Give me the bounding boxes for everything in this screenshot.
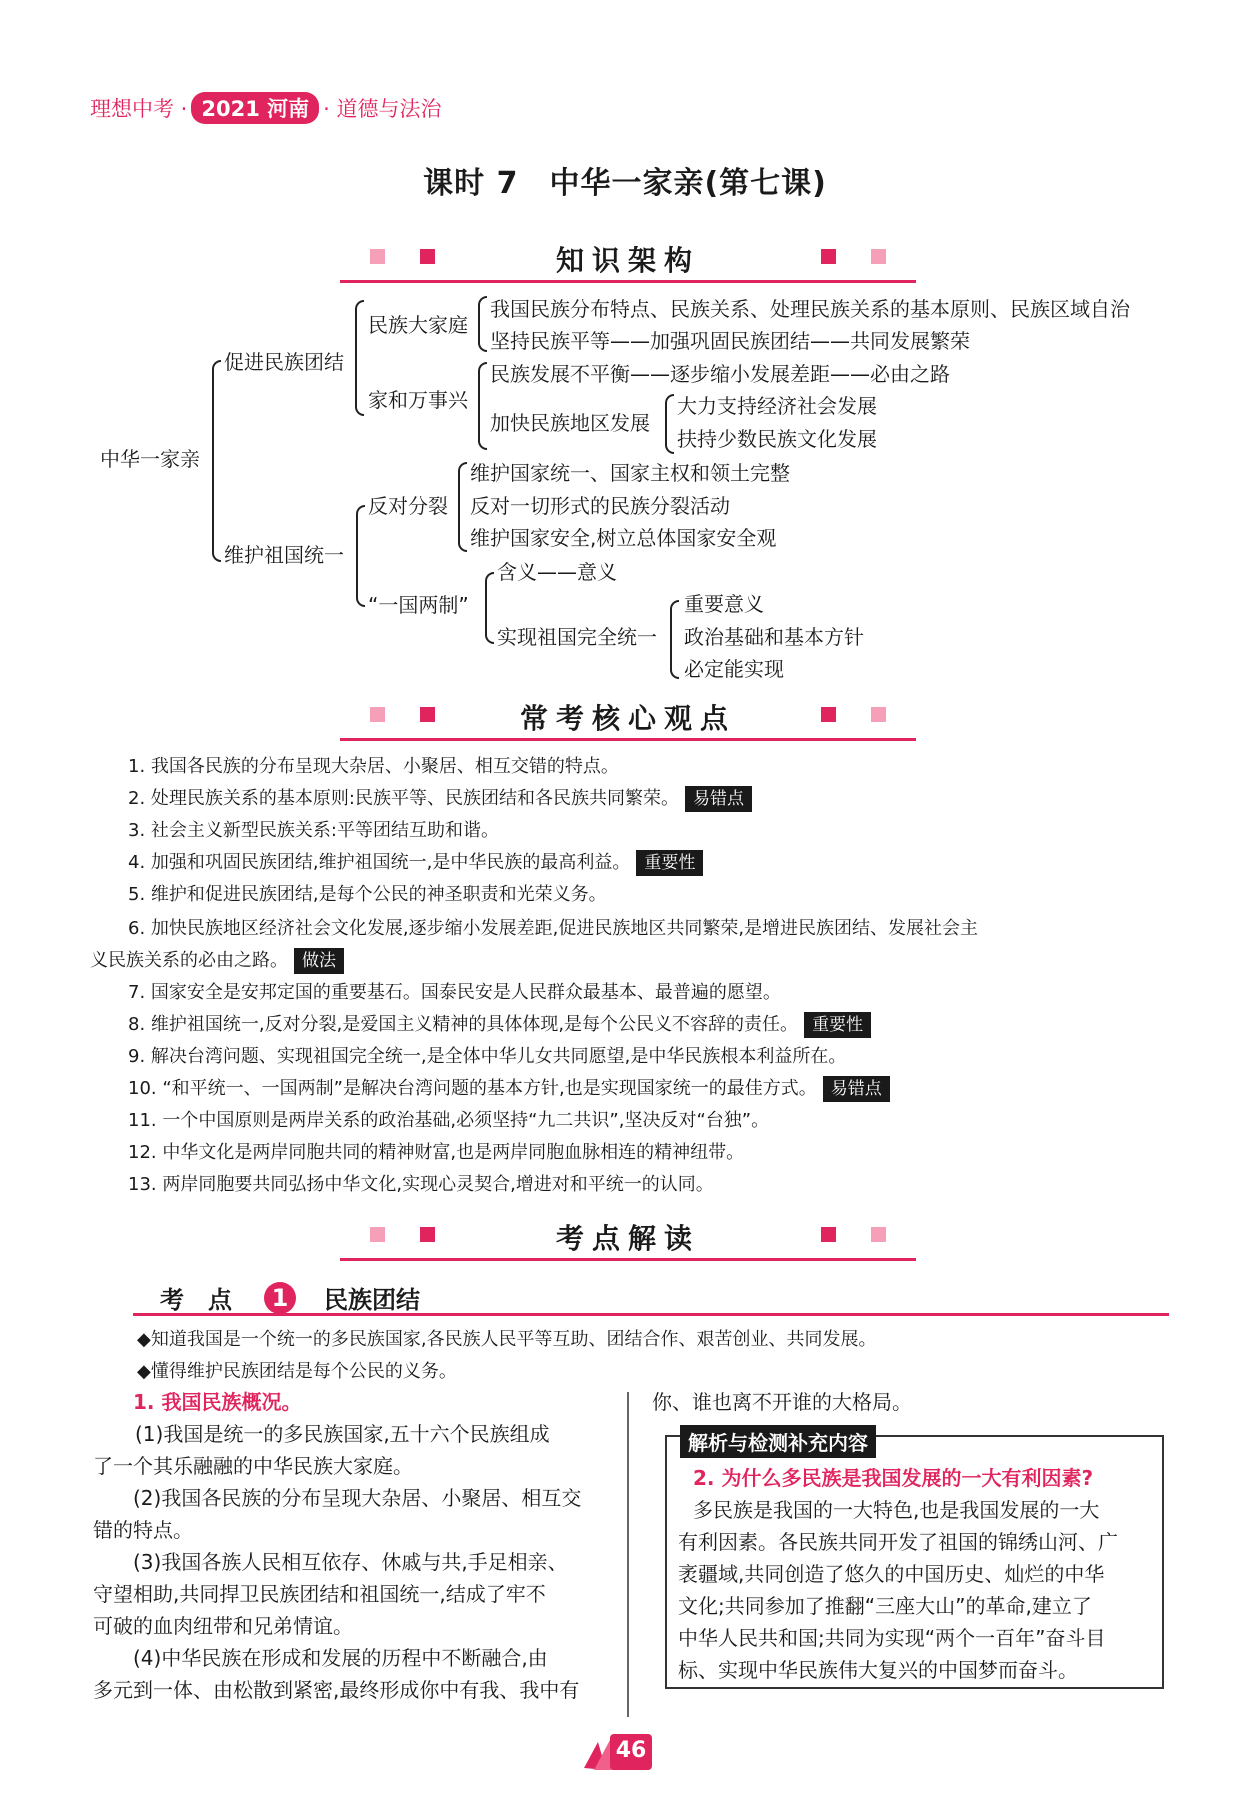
left-column [93,1386,613,1706]
core-point [128,1170,714,1200]
core-point-text: 6. 加快民族地区经济社会文化发展,逐步缩小发展差距,促进民族地区共同繁荣,是增进民族团结、发展社会主 [128,918,979,939]
mindmap-leaf: 我国民族分布特点、民族关系、处理民族关系的基本原则、民族区域自治 [490,297,1130,321]
paragraph: 多元到一体、由松散到紧密,最终形成你中有我、我中有 [93,1678,580,1702]
mindmap-node: 家和万事兴 [368,388,468,412]
answer-line: 袤疆域,共同创造了悠久的中国历史、灿烂的中华 [678,1562,1105,1586]
requirement: ◆懂得维护民族团结是每个公民的义务。 [137,1361,457,1382]
section-title: 考点解读 [555,1222,700,1255]
answer-line: 多民族是我国的一大特色,也是我国发展的一大 [693,1498,1100,1522]
mindmap-leaf: 扶持少数民族文化发展 [677,427,877,451]
core-point-text: 8. 维护祖国统一,反对分裂,是爱国主义精神的具体体现,是每个公民义不容辞的责任。 [128,1014,799,1035]
core-point [128,1074,890,1104]
mindmap-leaf: 维护国家安全,树立总体国家安全观 [470,526,777,550]
answer-line: 中华人民共和国;共同为实现“两个一百年”奋斗目 [678,1626,1106,1650]
answer-line: 有利因素。各民族共同开发了祖国的锦绣山河、广 [678,1530,1118,1554]
paragraph: 可破的血肉纽带和兄弟情谊。 [93,1614,353,1638]
core-point [128,1106,769,1136]
header-year-badge: 2021 河南 [191,92,319,124]
core-point [128,752,619,782]
paragraph: (1)我国是统一的多民族国家,五十六个民族组成 [135,1422,550,1446]
core-point [128,784,752,814]
answer-line: 文化;共同参加了推翻“三座大山”的革命,建立了 [678,1594,1092,1618]
core-point [128,1042,846,1072]
mindmap-leaf: 坚持民族平等——加强巩固民族团结——共同发展繁荣 [490,329,970,353]
core-point-text: 9. 解决台湾问题、实现祖国完全统一,是全体中华儿女共同愿望,是中华民族根本利益所在。 [128,1046,847,1067]
core-point [128,816,499,846]
core-point-text: 11. 一个中国原则是两岸关系的政治基础,必须坚持“九二共识”,坚决反对“台独”。 [128,1110,770,1131]
core-point-tag: 易错点 [823,1076,890,1102]
column-divider [627,1392,629,1717]
mindmap-branch: 维护祖国统一 [224,543,344,567]
page-number-badge [580,1730,660,1774]
question: 2. 为什么多民族是我国发展的一大有利因素? [693,1466,1094,1490]
section-heading-exam-points [340,1213,916,1261]
core-point-text: 3. 社会主义新型民族关系:平等团结互助和谐。 [128,820,499,841]
core-point [128,880,607,910]
header-brand: 理想中考 · [90,97,188,121]
paragraph: 错的特点。 [93,1518,193,1542]
section-title: 知识架构 [555,244,700,277]
mindmap-leaf: 民族发展不平衡——逐步缩小发展差距——必由之路 [490,362,950,386]
core-point-text: 13. 两岸同胞要共同弘扬中华文化,实现心灵契合,增进对和平统一的认同。 [128,1174,714,1195]
header-subject: · 道德与法治 [323,97,442,121]
core-point-tag: 重要性 [636,850,703,876]
paragraph: (3)我国各族人民相互依存、休戚与共,手足相亲、 [133,1550,568,1574]
mindmap-node: “一国两制” [368,593,469,617]
core-point-text: 12. 中华文化是两岸同胞共同的精神财富,也是两岸同胞血脉相连的精神纽带。 [128,1142,745,1163]
mindmap-leaf: 政治基础和基本方针 [684,625,864,649]
core-point-text: 5. 维护和促进民族团结,是每个公民的神圣职责和光荣义务。 [128,884,607,905]
right-column-continued: 你、谁也离不开谁的大格局。 [652,1390,912,1414]
core-point-text: 4. 加强和巩固民族团结,维护祖国统一,是中华民族的最高利益。 [128,852,631,873]
core-point [128,914,978,944]
core-point-tag: 重要性 [804,1012,871,1038]
requirement: ◆知道我国是一个统一的多民族国家,各民族人民平等互助、团结合作、艰苦创业、共同发展。 [137,1329,877,1350]
mindmap-node: 民族大家庭 [368,313,468,337]
mindmap-branch: 促进民族团结 [224,350,344,374]
page-number: 46 [615,1738,647,1763]
core-point [128,1138,744,1168]
paragraph: 守望相助,共同捍卫民族团结和祖国统一,结成了牢不 [93,1582,546,1606]
mindmap-leaf: 实现祖国完全统一 [497,625,657,649]
exam-point-header [160,1280,420,1315]
mind-map [0,0,1250,700]
core-point [128,848,703,878]
exam-point-number: 1 [264,1282,296,1314]
core-point-text: 10. “和平统一、一国两制”是解决台湾问题的基本方针,也是实现国家统一的最佳方式。 [128,1078,817,1099]
core-point-tag: 易错点 [685,786,752,812]
core-point-text: 1. 我国各民族的分布呈现大杂居、小聚居、相互交错的特点。 [128,756,619,777]
mindmap-leaf: 必定能实现 [684,657,784,681]
mindmap-leaf: 含义——意义 [497,560,617,584]
core-point-text: 义民族关系的必由之路。 [90,950,288,971]
answer-line: 标、实现中华民族伟大复兴的中国梦而奋斗。 [678,1658,1078,1682]
mindmap-leaf: 维护国家统一、国家主权和领土完整 [470,461,790,485]
core-point-text: 2. 处理民族关系的基本原则:民族平等、民族团结和各民族共同繁荣。 [128,788,679,809]
core-point [90,946,344,976]
supplement-content [678,1462,1158,1686]
core-point [128,1010,871,1040]
exam-point-label: 考 点 [160,1286,232,1314]
subheading: 1. 我国民族概况。 [133,1390,302,1414]
mindmap-leaf: 大力支持经济社会发展 [677,394,877,418]
page-title: 课时 7 中华一家亲(第七课) [423,166,827,201]
supplement-tag: 解析与检测补充内容 [680,1425,876,1458]
section-title: 常考核心观点 [519,702,736,735]
mindmap-node: 反对分裂 [368,494,448,518]
core-point-tag: 做法 [294,948,344,974]
exam-point-name: 民族团结 [324,1286,420,1314]
paragraph: (2)我国各民族的分布呈现大杂居、小聚居、相互交 [133,1486,582,1510]
section-heading-core-points [340,693,916,741]
mindmap-root: 中华一家亲 [100,447,200,471]
core-point [128,978,781,1008]
paragraph: 了一个其乐融融的中华民族大家庭。 [93,1454,413,1478]
paragraph: (4)中华民族在形成和发展的历程中不断融合,由 [133,1646,548,1670]
mindmap-leaf: 加快民族地区发展 [490,411,650,435]
mindmap-leaf: 反对一切形式的民族分裂活动 [470,494,730,518]
mindmap-leaf: 重要意义 [684,592,764,616]
core-point-text: 7. 国家安全是安邦定国的重要基石。国泰民安是人民群众最基本、最普遍的愿望。 [128,982,781,1003]
